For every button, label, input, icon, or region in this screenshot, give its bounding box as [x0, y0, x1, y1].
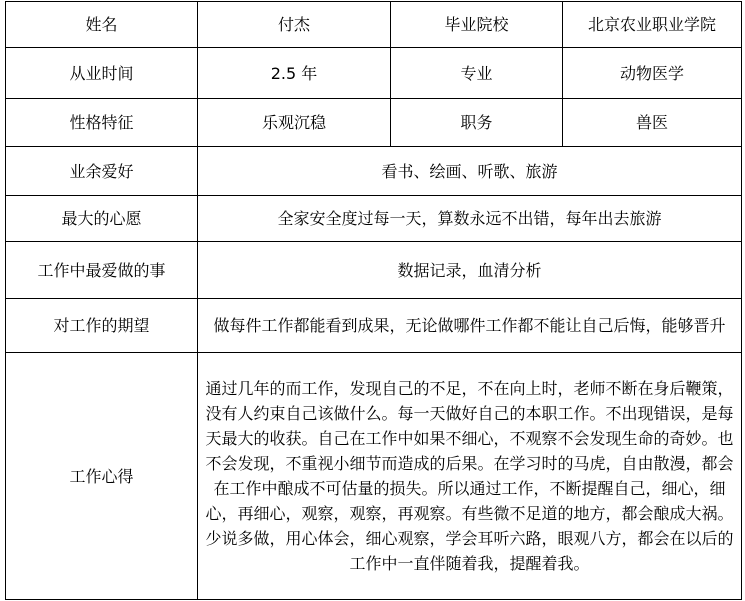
label-name: 姓名 — [6, 2, 198, 48]
label-experience: 工作心得 — [6, 353, 198, 600]
profile-table — [5, 1, 742, 600]
label-favorite-task: 工作中最爱做的事 — [6, 242, 198, 299]
table-row — [6, 2, 742, 48]
value-position: 兽医 — [563, 99, 742, 147]
label-position: 职务 — [391, 99, 563, 147]
value-wish: 全家安全度过每一天，算数永远不出错，每年出去旅游 — [198, 196, 742, 242]
value-years: 2.5 年 — [198, 48, 391, 99]
table-row — [6, 147, 742, 196]
value-expectation: 做每件工作都能看到成果，无论做哪件工作都不能让自己后悔，能够晋升 — [198, 299, 742, 353]
value-name: 付杰 — [198, 2, 391, 48]
value-major: 动物医学 — [563, 48, 742, 99]
label-expectation: 对工作的期望 — [6, 299, 198, 353]
value-favorite-task: 数据记录，血清分析 — [198, 242, 742, 299]
value-experience: 通过几年的而工作，发现自己的不足，不在向上时，老师不断在身后鞭策，没有人约束自己该做什么。每一天做好自己的本职工作。不出现错误，是每天最大的收获。自己在工作中如果不细心，不观察不会发现生命的奇妙。也不会发现，不重视小细节而造成的后果。在学习时的马虎，自由散漫，都会在工作中酿成不可估量的损失。所以通过工作，不断提醒自己，细心，细心，再细心，观察，观察，再观察。有些微不足道的地方，都会酿成大祸。少说多做，用心体会，细心观察，学会耳听六路，眼观八方，都会在以后的工作中一直伴随着我，提醒着我。 — [198, 353, 742, 600]
label-major: 专业 — [391, 48, 563, 99]
table-row — [6, 99, 742, 147]
label-hobbies: 业余爱好 — [6, 147, 198, 196]
table-row — [6, 242, 742, 299]
label-school: 毕业院校 — [391, 2, 563, 48]
table-row — [6, 48, 742, 99]
label-years: 从业时间 — [6, 48, 198, 99]
value-school: 北京农业职业学院 — [563, 2, 742, 48]
table-row — [6, 353, 742, 600]
value-personality: 乐观沉稳 — [198, 99, 391, 147]
table-row — [6, 299, 742, 353]
label-wish: 最大的心愿 — [6, 196, 198, 242]
value-hobbies: 看书、绘画、听歌、旅游 — [198, 147, 742, 196]
table-row — [6, 196, 742, 242]
label-personality: 性格特征 — [6, 99, 198, 147]
